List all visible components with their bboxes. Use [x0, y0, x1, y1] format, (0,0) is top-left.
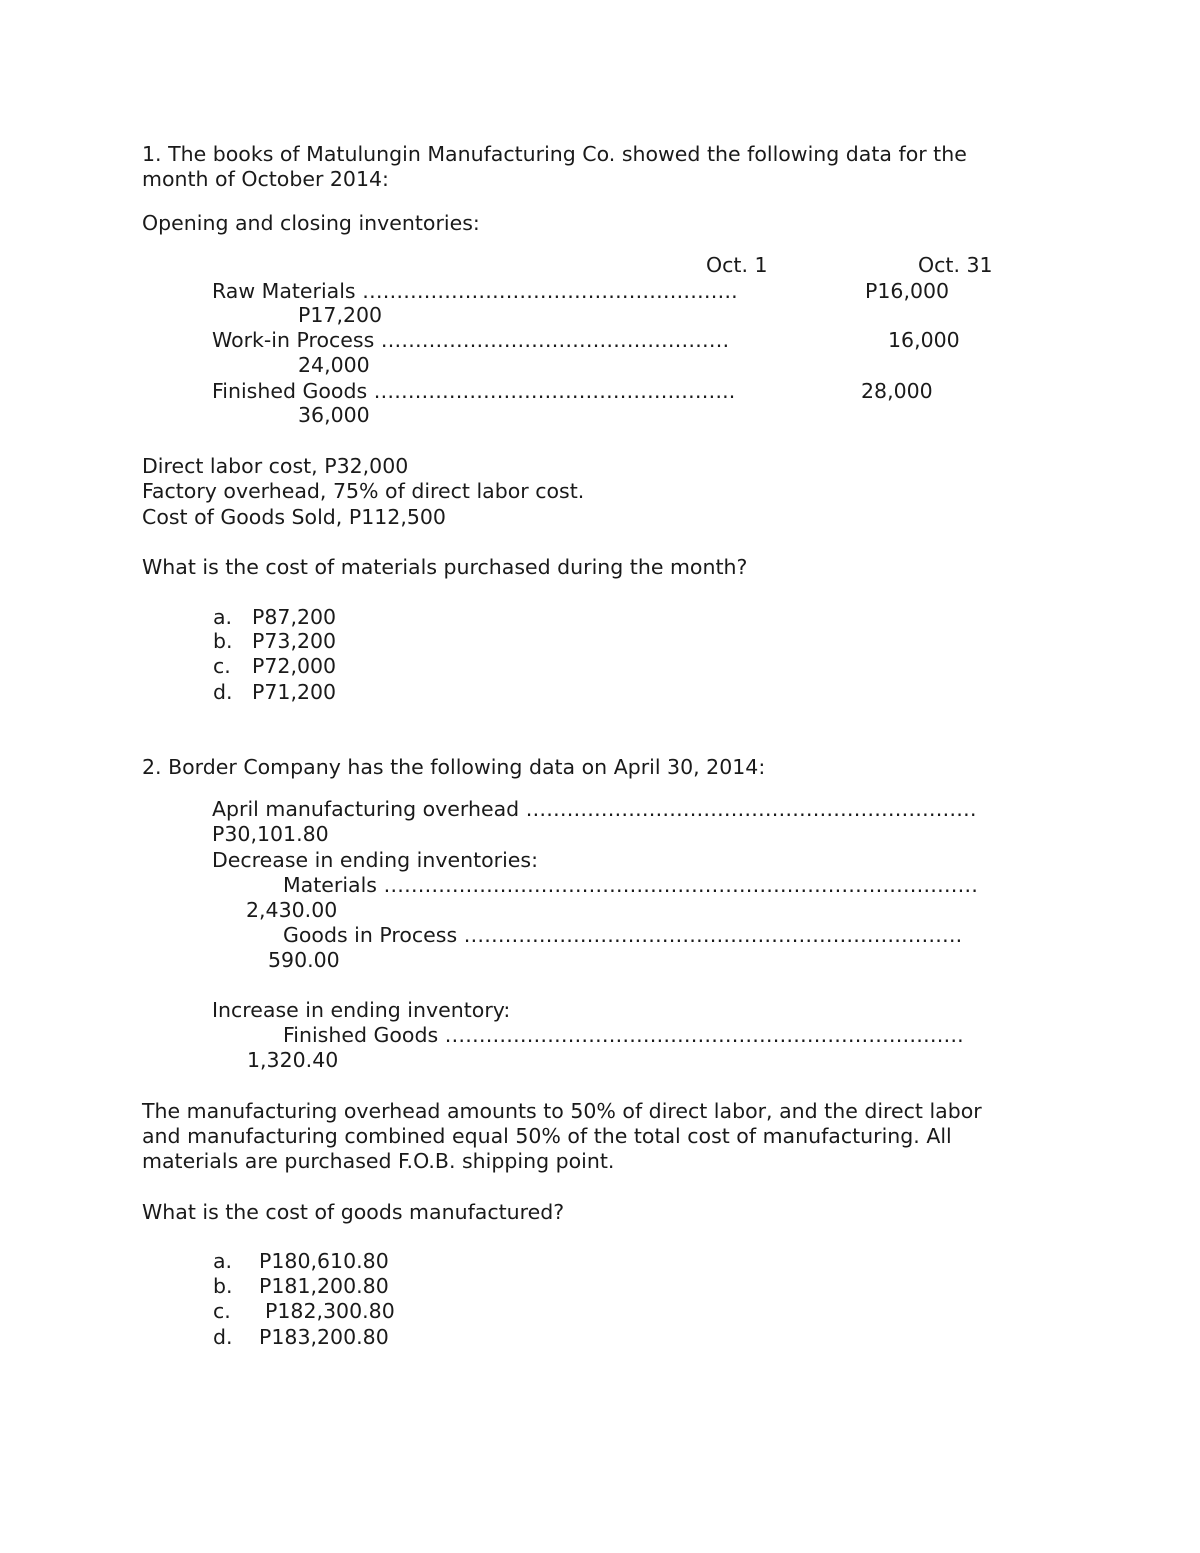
q1-choice-a-text: P87,200: [252, 605, 337, 629]
q2-decrease-heading: Decrease in ending inventories:: [212, 848, 538, 872]
q1-choice-c-letter: c.: [213, 654, 231, 678]
q1-row-raw-oct1: P16,000: [865, 279, 950, 303]
q2-paragraph-line1: The manufacturing overhead amounts to 50% of direct labor, and the direct labor: [142, 1099, 982, 1123]
q2-choice-b-text: P181,200.80: [259, 1274, 389, 1298]
q2-choice-c-text: P182,300.80: [265, 1299, 395, 1323]
q2-increase-heading: Increase in ending inventory:: [212, 998, 511, 1022]
q2-materials-value: 2,430.00: [246, 898, 338, 922]
q1-fact-overhead: Factory overhead, 75% of direct labor cost.: [142, 479, 585, 503]
q1-fact-direct-labor: Direct labor cost, P32,000: [142, 454, 409, 478]
q1-question: What is the cost of materials purchased during the month?: [142, 555, 748, 579]
q1-row-fg-oct1: 28,000: [861, 379, 933, 403]
q1-row-fg-oct31: 36,000: [298, 403, 370, 427]
q2-paragraph-line3: materials are purchased F.O.B. shipping point.: [142, 1149, 615, 1173]
q2-gip-value: 590.00: [268, 948, 340, 972]
q2-paragraph-line2: and manufacturing combined equal 50% of the total cost of manufacturing. All: [142, 1124, 952, 1148]
q1-row-raw-label: Raw Materials ……………………………………………….: [212, 279, 738, 303]
q1-fact-cogs: Cost of Goods Sold, P112,500: [142, 505, 446, 529]
q1-row-wip-oct31: 24,000: [298, 353, 370, 377]
q1-intro-line1: 1. The books of Matulungin Manufacturing Co. showed the following data for the: [142, 142, 967, 166]
q1-col-oct1: Oct. 1: [706, 253, 768, 277]
q1-choice-b-text: P73,200: [252, 629, 337, 653]
q2-choice-a-text: P180,610.80: [259, 1249, 389, 1273]
q1-row-wip-label: Work-in Process ……………………………………………: [212, 328, 730, 352]
q1-choice-d-letter: d.: [213, 680, 233, 704]
q2-overhead-value: P30,101.80: [212, 822, 329, 846]
q1-col-oct31: Oct. 31: [918, 253, 993, 277]
q2-choice-c-letter: c.: [213, 1299, 231, 1323]
q2-choice-b-letter: b.: [213, 1274, 233, 1298]
q2-choice-d-letter: d.: [213, 1325, 233, 1349]
q2-fg-label: Finished Goods ………………………………………………………………….: [283, 1023, 964, 1047]
q2-gip-label: Goods in Process ……………………………………………………………….: [283, 923, 963, 947]
q1-row-raw-oct31: P17,200: [298, 303, 383, 327]
q1-choice-b-letter: b.: [213, 629, 233, 653]
q1-choice-c-text: P72,000: [252, 654, 337, 678]
q2-intro: 2. Border Company has the following data on April 30, 2014:: [142, 755, 766, 779]
q1-choice-d-text: P71,200: [252, 680, 337, 704]
q2-overhead-label: April manufacturing overhead …………………………………………………………: [212, 797, 977, 821]
q2-question: What is the cost of goods manufactured?: [142, 1200, 565, 1224]
q2-fg-value: 1,320.40: [247, 1048, 339, 1072]
q2-choice-a-letter: a.: [213, 1249, 233, 1273]
q2-choice-d-text: P183,200.80: [259, 1325, 389, 1349]
q2-materials-label: Materials ……………………………………………………………………………: [283, 873, 978, 897]
q1-inventories-heading: Opening and closing inventories:: [142, 211, 480, 235]
q1-choice-a-letter: a.: [213, 605, 233, 629]
q1-row-fg-label: Finished Goods ……………………………………………..: [212, 379, 736, 403]
q1-row-wip-oct1: 16,000: [888, 328, 960, 352]
q1-intro-line2: month of October 2014:: [142, 167, 389, 191]
